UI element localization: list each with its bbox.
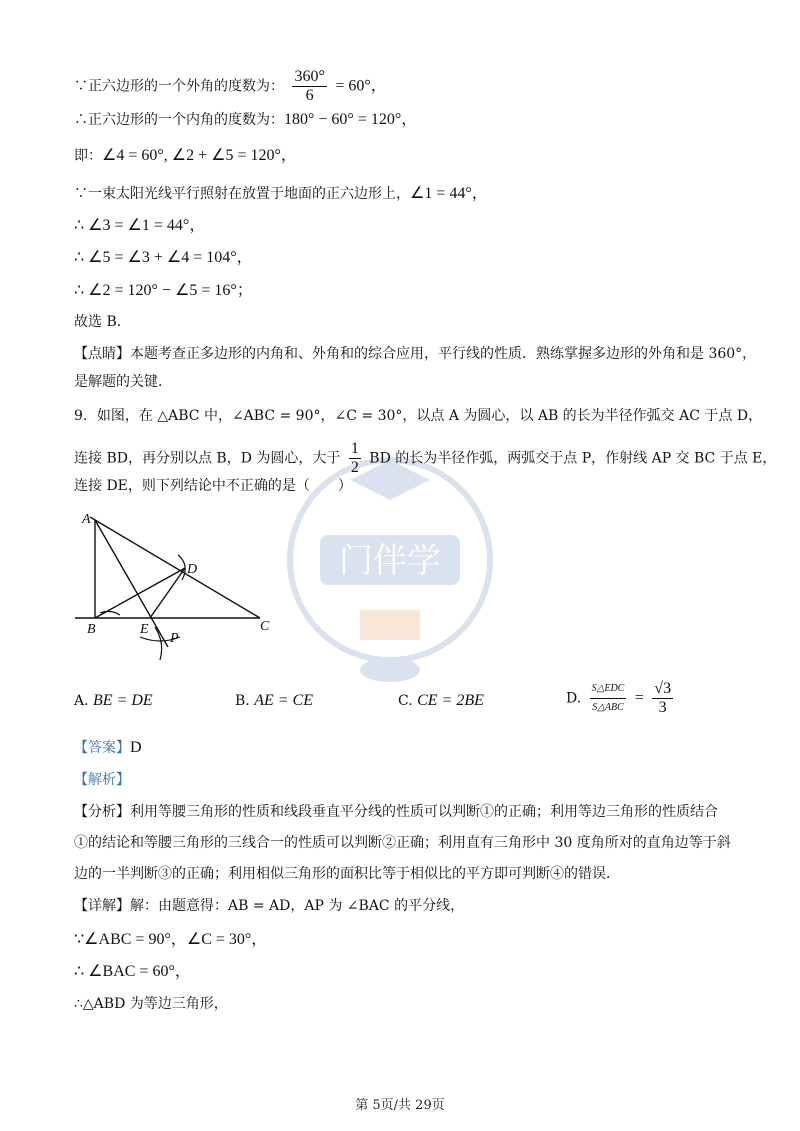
line-angle-5: ∴ ∠5 = ∠3 + ∠4 = 104°， [74,249,253,266]
line-angle-2: ∴ ∠2 = 120° − ∠5 = 16°； [74,282,253,299]
label-A: A [82,512,91,527]
fenxi-tag: 【分析】 [74,804,130,820]
label-C: C [260,619,270,634]
xiangjie-tag: 【详解】 [74,898,130,914]
option-d[interactable]: D. $\frac{\text{S△EDC}}{\text{S△ABC}}$ = $\frac{√3}{3}$ [566,680,672,716]
line-angle-4: 即：∠4 = 60°, ∠2 + ∠5 = 120°， [74,147,297,164]
fenxi-line-3: 边的一半判断③的正确；利用相似三角形的面积比等于相似比的平方即可判断④的错误． [74,866,620,882]
page-footer: 第 5页/共 29页 [355,1098,445,1113]
side-AC [90,517,260,618]
xiangjie-line-2: ∵∠ABC = 90°，∠C = 30°， [74,931,268,948]
comment-tag: 【点睛】 [74,346,130,362]
question-9-line-3: 连接 DE，则下列结论中不正确的是（ ） [74,478,352,494]
fenxi-line-2: ①的结论和等腰三角形的三线合一的性质可以判断②正确；利用直有三角形中 30 度角所对的直角边等于斜 [74,835,731,851]
fenxi-line-1: 【分析】利用等腰三角形的性质和线段垂直平分线的性质可以判断①的正确；利用等边三角形的性质结合 [74,804,718,820]
segment-DE [150,568,185,618]
label-P: P [170,631,179,646]
fraction-half: $\frac{1}{2}$ [350,440,359,476]
label-D: D [187,562,198,577]
option-d-sqrt3-over-3: $\frac{√3}{3}$ [654,680,672,716]
line-exterior-angle: ∵正六边形的一个外角的度数为： $\frac{360^\circ}{6}$ = 60°， [74,68,387,104]
xiangjie-line-1: 【详解】解：由题意得：AB = AD，AP 为 ∠BAC 的平分线， [74,898,465,914]
answer-value: D [130,739,142,756]
xiangjie-line-3: ∴ ∠BAC = 60°， [74,963,191,980]
label-B: B [87,622,96,637]
option-d-area-ratio: $\frac{\text{S△EDC}}{\text{S△ABC}}$ [590,680,627,717]
arc-p-2 [155,627,162,660]
line-sunlight: ∵一束太阳光线平行照射在放置于地面的正六边形上，∠1 = 44°， [74,185,488,202]
line-comment: 【点睛】本题考查正多边形的内角和、外角和的综合应用，平行线的性质．熟练掌握多边形的外角和是 360°， [74,346,757,362]
question-9-line-2: 连接 BD，再分别以点 B，D 为圆心，大于 $\frac{1}{2}$ BD 的长为半径作弧，两弧交于点 P，作射线 AP 交 BC 于点 E， [74,440,777,476]
question-9-line-1: 9．如图，在 △ABC 中，∠ABC = 90°，∠C = 30°，以点 A 为圆心，以 AB 的长为半径作弧交 AC 于点 D， [74,408,763,424]
label-E: E [140,622,149,637]
option-a[interactable]: A. BE = DE [74,692,153,709]
option-c[interactable]: C. CE = 2BE [398,692,484,709]
watermark-text: 门伴学 [339,541,441,581]
option-b[interactable]: B. AE = CE [235,692,313,709]
analysis-tag: 【解析】 [74,772,130,788]
xiangjie-line-4: ∴△ABD 为等边三角形， [74,996,228,1012]
segment-BD [95,568,185,618]
answer-tag: 【答案】 [74,740,130,756]
triangle-figure [70,505,280,665]
line-key: 是解题的关键． [74,374,172,390]
line-interior-angle: ∴正六边形的一个内角的度数为：180° − 60° = 120°， [74,111,418,128]
line-choose-b: 故选 B． [74,314,131,330]
fraction-360-over-6: $\frac{360^\circ}{6}$ [294,68,325,104]
answer-line [74,738,142,758]
line-angle-3: ∴ ∠3 = ∠1 = 44°， [74,217,206,234]
